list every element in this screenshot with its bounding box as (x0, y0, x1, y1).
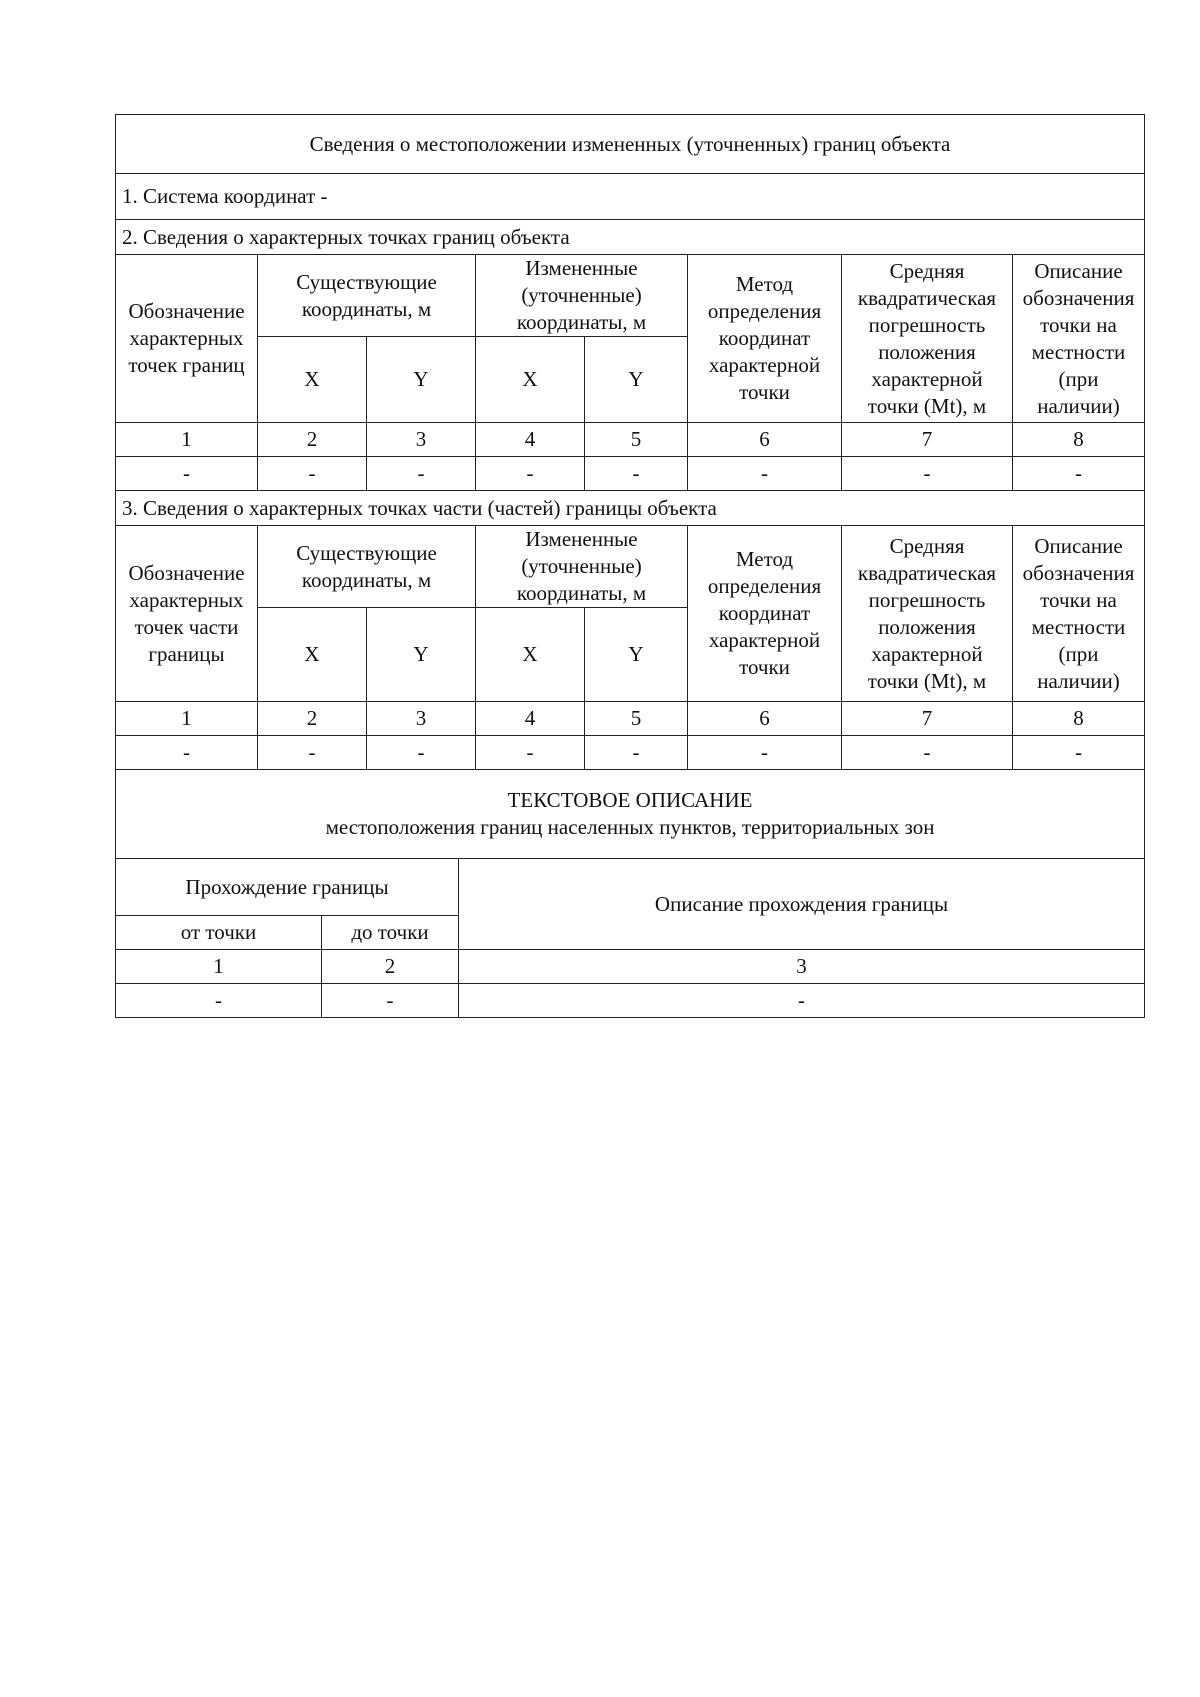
coordinate-system: 1. Система координат - (116, 174, 1145, 220)
text-description-subtitle: местоположения границ населенных пунктов, территориальных зон (325, 815, 935, 839)
s3-number-row (116, 702, 1145, 736)
s2-num-5: 5 (585, 423, 688, 457)
s2-col-description: Описание обозначения точки на местности (при наличии) (1013, 255, 1145, 423)
document (115, 114, 1144, 1018)
s2-existing-y: Y (367, 337, 476, 423)
s3-num-4: 4 (476, 702, 585, 736)
s2-val-5: - (585, 457, 688, 491)
s2-changed-x: X (476, 337, 585, 423)
s3-col-changed: Измененные (уточненные) координаты, м (476, 526, 688, 608)
section-3-heading: 3. Сведения о характерных точках части (частей) границы объекта (116, 491, 1145, 526)
s2-val-2: - (258, 457, 367, 491)
b-num-1: 1 (116, 950, 322, 984)
col-boundary-passage: Прохождение границы (116, 859, 459, 916)
b-val-2: - (322, 984, 459, 1018)
text-description-header (116, 770, 1145, 859)
text-description-table (115, 770, 1145, 1018)
s3-value-row (116, 736, 1145, 770)
boundary-value-row (116, 984, 1145, 1018)
s2-num-7: 7 (842, 423, 1013, 457)
s2-col-method: Метод определения координат характерной точки (688, 255, 842, 423)
b-num-3: 3 (459, 950, 1145, 984)
s2-number-row (116, 423, 1145, 457)
b-val-3: - (459, 984, 1145, 1018)
s3-changed-x: X (476, 608, 585, 702)
s3-num-3: 3 (367, 702, 476, 736)
b-num-2: 2 (322, 950, 459, 984)
s3-num-2: 2 (258, 702, 367, 736)
s3-existing-y: Y (367, 608, 476, 702)
boundary-number-row (116, 950, 1145, 984)
s2-col-designation: Обозначение характерных точек границ (116, 255, 258, 423)
s3-num-6: 6 (688, 702, 842, 736)
s2-val-8: - (1013, 457, 1145, 491)
s2-num-3: 3 (367, 423, 476, 457)
s2-val-4: - (476, 457, 585, 491)
s2-value-row (116, 457, 1145, 491)
s3-existing-x: X (258, 608, 367, 702)
s3-val-4: - (476, 736, 585, 770)
s2-num-2: 2 (258, 423, 367, 457)
s2-val-6: - (688, 457, 842, 491)
s2-changed-y: Y (585, 337, 688, 423)
s2-val-1: - (116, 457, 258, 491)
s3-val-8: - (1013, 736, 1145, 770)
s3-val-7: - (842, 736, 1013, 770)
text-description-title: ТЕКСТОВОЕ ОПИСАНИЕ (507, 788, 753, 812)
s3-val-1: - (116, 736, 258, 770)
s2-num-1: 1 (116, 423, 258, 457)
s2-col-changed: Измененные (уточненные) координаты, м (476, 255, 688, 337)
s3-col-method: Метод определения координат характерной точки (688, 526, 842, 702)
boundary-points-table (115, 114, 1145, 770)
s2-val-3: - (367, 457, 476, 491)
s3-num-5: 5 (585, 702, 688, 736)
s3-num-8: 8 (1013, 702, 1145, 736)
b-val-1: - (116, 984, 322, 1018)
s3-num-1: 1 (116, 702, 258, 736)
s3-val-5: - (585, 736, 688, 770)
document-title: Сведения о местоположении измененных (уточненных) границ объекта (116, 115, 1145, 174)
s3-val-6: - (688, 736, 842, 770)
s3-val-3: - (367, 736, 476, 770)
s2-val-7: - (842, 457, 1013, 491)
col-boundary-description: Описание прохождения границы (459, 859, 1145, 950)
s3-col-existing: Существующие координаты, м (258, 526, 476, 608)
s3-changed-y: Y (585, 608, 688, 702)
s2-num-4: 4 (476, 423, 585, 457)
s3-col-error: Средняя квадратическая погрешность положения характерной точки (Mt), м (842, 526, 1013, 702)
s2-col-error: Средняя квадратическая погрешность положения характерной точки (Mt), м (842, 255, 1013, 423)
s3-num-7: 7 (842, 702, 1013, 736)
s3-col-description: Описание обозначения точки на местности (при наличии) (1013, 526, 1145, 702)
col-to-point: до точки (322, 916, 459, 950)
section-2-heading: 2. Сведения о характерных точках границ объекта (116, 220, 1145, 255)
s3-val-2: - (258, 736, 367, 770)
s2-col-existing: Существующие координаты, м (258, 255, 476, 337)
col-from-point: от точки (116, 916, 322, 950)
s2-num-8: 8 (1013, 423, 1145, 457)
s2-num-6: 6 (688, 423, 842, 457)
s3-col-designation: Обозначение характерных точек части границы (116, 526, 258, 702)
s2-existing-x: X (258, 337, 367, 423)
